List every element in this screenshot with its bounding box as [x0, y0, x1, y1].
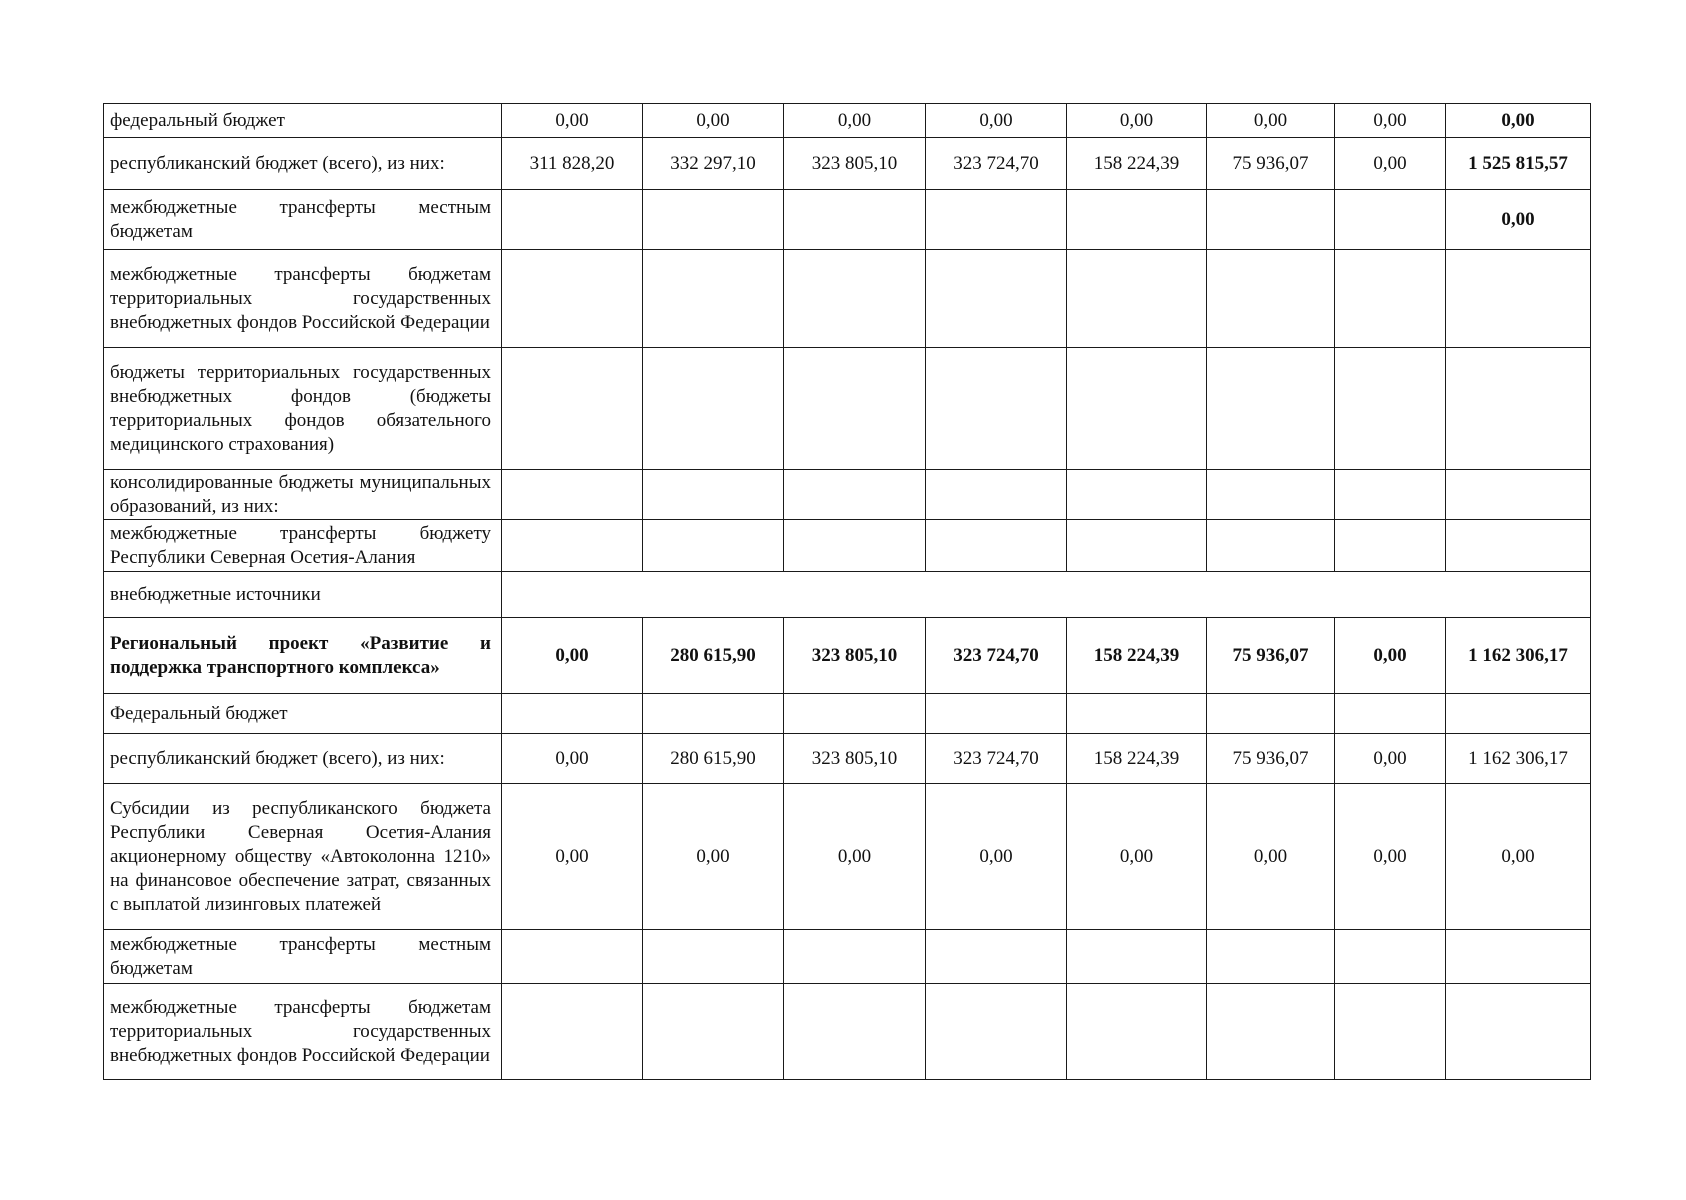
value-cell: [784, 470, 926, 520]
value-cell: 75 936,07: [1207, 734, 1335, 784]
value-cell: [1207, 190, 1335, 250]
value-cell: [1207, 470, 1335, 520]
table-row: [104, 734, 1591, 784]
value-cell: [1207, 984, 1335, 1080]
value-cell: 311 828,20: [502, 138, 643, 190]
value-cell: [926, 930, 1067, 984]
row-label: межбюджетные трансферты бюджетам территориальных государственных внебюджетных фондов Российской Федерации: [104, 250, 502, 348]
value-cell: [1335, 470, 1446, 520]
value-cell: [502, 348, 643, 470]
value-cell: [926, 250, 1067, 348]
total-cell: [1446, 694, 1591, 734]
value-cell: [1067, 520, 1207, 572]
value-cell: [1207, 694, 1335, 734]
total-cell: 0,00: [1446, 190, 1591, 250]
value-cell: 0,00: [502, 618, 643, 694]
value-cell: [784, 190, 926, 250]
value-cell: [926, 984, 1067, 1080]
value-cell: [784, 984, 926, 1080]
value-cell: [1067, 694, 1207, 734]
value-cell: 323 805,10: [784, 138, 926, 190]
table-row: [104, 694, 1591, 734]
value-cell: [1335, 348, 1446, 470]
table-row: [104, 104, 1591, 138]
value-cell: 75 936,07: [1207, 138, 1335, 190]
value-cell: 158 224,39: [1067, 618, 1207, 694]
value-cell: [926, 190, 1067, 250]
value-cell: [784, 348, 926, 470]
table-row: [104, 138, 1591, 190]
value-cell: [502, 984, 643, 1080]
value-cell: [926, 694, 1067, 734]
value-cell: [784, 520, 926, 572]
value-cell: 0,00: [926, 104, 1067, 138]
row-label: межбюджетные трансферты местным бюджетам: [104, 930, 502, 984]
value-cell: [643, 470, 784, 520]
value-cell: [1335, 930, 1446, 984]
row-label: Федеральный бюджет: [104, 694, 502, 734]
total-cell: [1446, 984, 1591, 1080]
row-label: федеральный бюджет: [104, 104, 502, 138]
table-row: [104, 250, 1591, 348]
value-cell: 0,00: [643, 784, 784, 930]
value-cell: 0,00: [784, 784, 926, 930]
value-cell: [502, 470, 643, 520]
value-cell: 75 936,07: [1207, 618, 1335, 694]
row-label: Региональный проект «Развитие и поддержка транспортного комплекса»: [104, 618, 502, 694]
value-cell: 158 224,39: [1067, 138, 1207, 190]
row-label: республиканский бюджет (всего), из них:: [104, 138, 502, 190]
value-cell: [1335, 190, 1446, 250]
row-label: Субсидии из республиканского бюджета Республики Северная Осетия-Алания акционерному обществу «Автоколонна 1210» на финансовое обеспечение затрат, связанных с выплатой лизинговых платежей: [104, 784, 502, 930]
total-cell: [1446, 520, 1591, 572]
value-cell: [502, 520, 643, 572]
value-cell: 323 724,70: [926, 138, 1067, 190]
value-cell: [643, 930, 784, 984]
value-cell: 0,00: [926, 784, 1067, 930]
total-cell: 1 525 815,57: [1446, 138, 1591, 190]
value-cell: 323 724,70: [926, 734, 1067, 784]
value-cell: 0,00: [1335, 618, 1446, 694]
value-cell: [1207, 250, 1335, 348]
value-cell: 0,00: [1335, 784, 1446, 930]
value-cell: [1067, 348, 1207, 470]
total-cell: [1446, 930, 1591, 984]
total-cell: 1 162 306,17: [1446, 618, 1591, 694]
total-cell: 0,00: [1446, 784, 1591, 930]
row-label: бюджеты территориальных государственных внебюджетных фондов (бюджеты территориальных фондов обязательного медицинского страхования): [104, 348, 502, 470]
value-cell: 0,00: [784, 104, 926, 138]
value-cell: 0,00: [1207, 784, 1335, 930]
value-cell: [1335, 984, 1446, 1080]
total-cell: 1 162 306,17: [1446, 734, 1591, 784]
table-row: [104, 190, 1591, 250]
table-row: [104, 618, 1591, 694]
value-cell: [643, 520, 784, 572]
value-cell: [643, 190, 784, 250]
table-row: [104, 984, 1591, 1080]
value-cell: [502, 694, 643, 734]
row-label: внебюджетные источники: [104, 572, 502, 618]
value-cell: [1067, 470, 1207, 520]
value-cell: [1067, 250, 1207, 348]
row-label: межбюджетные трансферты бюджету Республики Северная Осетия-Алания: [104, 520, 502, 572]
total-cell: [1446, 348, 1591, 470]
total-cell: [1446, 470, 1591, 520]
value-cell: [1207, 348, 1335, 470]
value-cell: [926, 470, 1067, 520]
value-cell: [502, 930, 643, 984]
value-cell: 0,00: [1335, 734, 1446, 784]
value-cell: [926, 348, 1067, 470]
value-cell: [1067, 984, 1207, 1080]
total-cell: 0,00: [1446, 104, 1591, 138]
value-cell: 0,00: [502, 104, 643, 138]
value-cell: [784, 250, 926, 348]
table-row: [104, 520, 1591, 572]
value-cell: [643, 348, 784, 470]
value-cell: 332 297,10: [643, 138, 784, 190]
value-cell: 323 724,70: [926, 618, 1067, 694]
value-cell: [502, 250, 643, 348]
value-cell: [784, 694, 926, 734]
value-cell: 280 615,90: [643, 618, 784, 694]
value-cell: 158 224,39: [1067, 734, 1207, 784]
value-cell: 0,00: [502, 784, 643, 930]
table-row: [104, 470, 1591, 520]
value-cell: [502, 190, 643, 250]
value-cell: 0,00: [1335, 138, 1446, 190]
row-label: межбюджетные трансферты бюджетам территориальных государственных внебюджетных фондов Российской Федерации: [104, 984, 502, 1080]
total-cell: [1446, 250, 1591, 348]
value-cell: [1067, 930, 1207, 984]
row-label: консолидированные бюджеты муниципальных образований, из них:: [104, 470, 502, 520]
value-cell: [1335, 250, 1446, 348]
value-cell: 323 805,10: [784, 734, 926, 784]
value-cell: 280 615,90: [643, 734, 784, 784]
value-cell: [643, 250, 784, 348]
value-cell: 0,00: [1207, 104, 1335, 138]
table-row: [104, 784, 1591, 930]
value-cell: [1207, 520, 1335, 572]
row-label: межбюджетные трансферты местным бюджетам: [104, 190, 502, 250]
table-row: [104, 348, 1591, 470]
value-cell: [784, 930, 926, 984]
table-row: [104, 930, 1591, 984]
value-cell: 323 805,10: [784, 618, 926, 694]
row-label: республиканский бюджет (всего), из них:: [104, 734, 502, 784]
value-cell: 0,00: [643, 104, 784, 138]
value-cell: [1067, 190, 1207, 250]
budget-table: [103, 103, 1591, 1080]
merged-cell: [502, 572, 1591, 618]
value-cell: [1335, 520, 1446, 572]
value-cell: [643, 694, 784, 734]
value-cell: 0,00: [502, 734, 643, 784]
value-cell: [1207, 930, 1335, 984]
value-cell: [1335, 694, 1446, 734]
budget-table-body: [104, 104, 1591, 1080]
value-cell: [643, 984, 784, 1080]
value-cell: 0,00: [1335, 104, 1446, 138]
value-cell: 0,00: [1067, 104, 1207, 138]
value-cell: [926, 520, 1067, 572]
value-cell: 0,00: [1067, 784, 1207, 930]
table-row: [104, 572, 1591, 618]
